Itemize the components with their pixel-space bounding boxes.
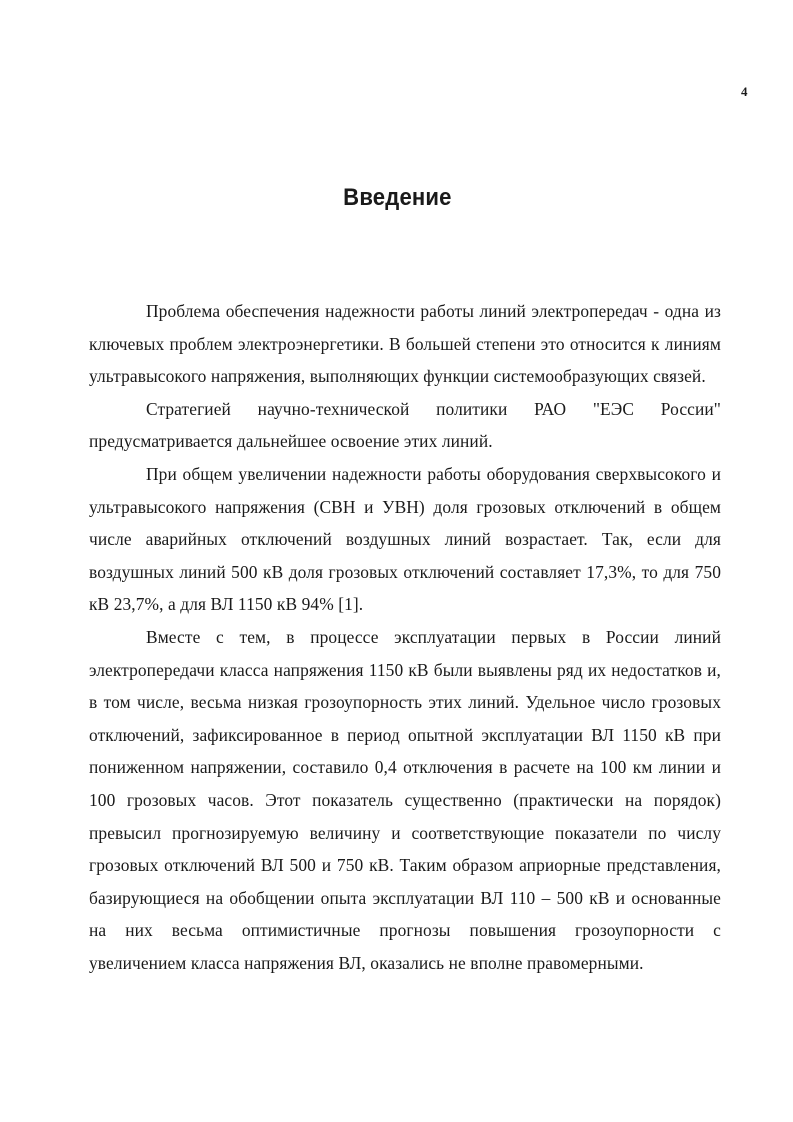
- paragraph-1: Проблема обеспечения надежности работы линий электропередач - одна из ключевых проблем электроэнергетики. В большей степени это относится к линиям ультравысокого напряжения, выполняющих функции системообразующих связей.: [89, 301, 721, 387]
- page-title: Введение: [343, 184, 452, 211]
- paragraph-3: При общем увеличении надежности работы оборудования сверхвысокого и ультравысокого напряжения (СВН и УВН) доля грозовых отключений в общем числе аварийных отключений воздушных линий возрастает. Так, если для воздушных линий 500 кВ доля грозовых отключений составляет 17,3%, то для 750 кВ 23,7%, а для ВЛ 1150 кВ 94% [1].: [89, 463, 721, 615]
- paragraph-4: Вместе с тем, в процессе эксплуатации первых в России линий электропередачи класса напряжения 1150 кВ были выявлены ряд их недостатков и, в том числе, весьма низкая грозоупорность этих линий. Удельное число грозовых отключений, зафиксированное в период опытной эксплуатации ВЛ 1150 кВ при пониженном напряжении, составило 0,4 отключения в расчете на 100 км линии и 100 грозовых часов. Этот показатель существенно (практически на порядок) превысил прогнозируемую величину и соответствующие показатели по числу грозовых отключений ВЛ 500 и 750 кВ. Таким образом априорные представления, базирующиеся на обобщении опыта эксплуатации ВЛ 110 – 500 кВ и основанные на них весьма оптимистичные прогнозы повышения грозоупорности с увеличением класса напряжения ВЛ, оказались не вполне правомерными.: [89, 626, 721, 973]
- page-number: 4: [741, 84, 748, 99]
- body-text: [89, 295, 721, 979]
- paragraph-2: Стратегией научно-технической политики РАО "ЕЭС России" предусматривается дальнейшее освоение этих линий.: [89, 398, 721, 452]
